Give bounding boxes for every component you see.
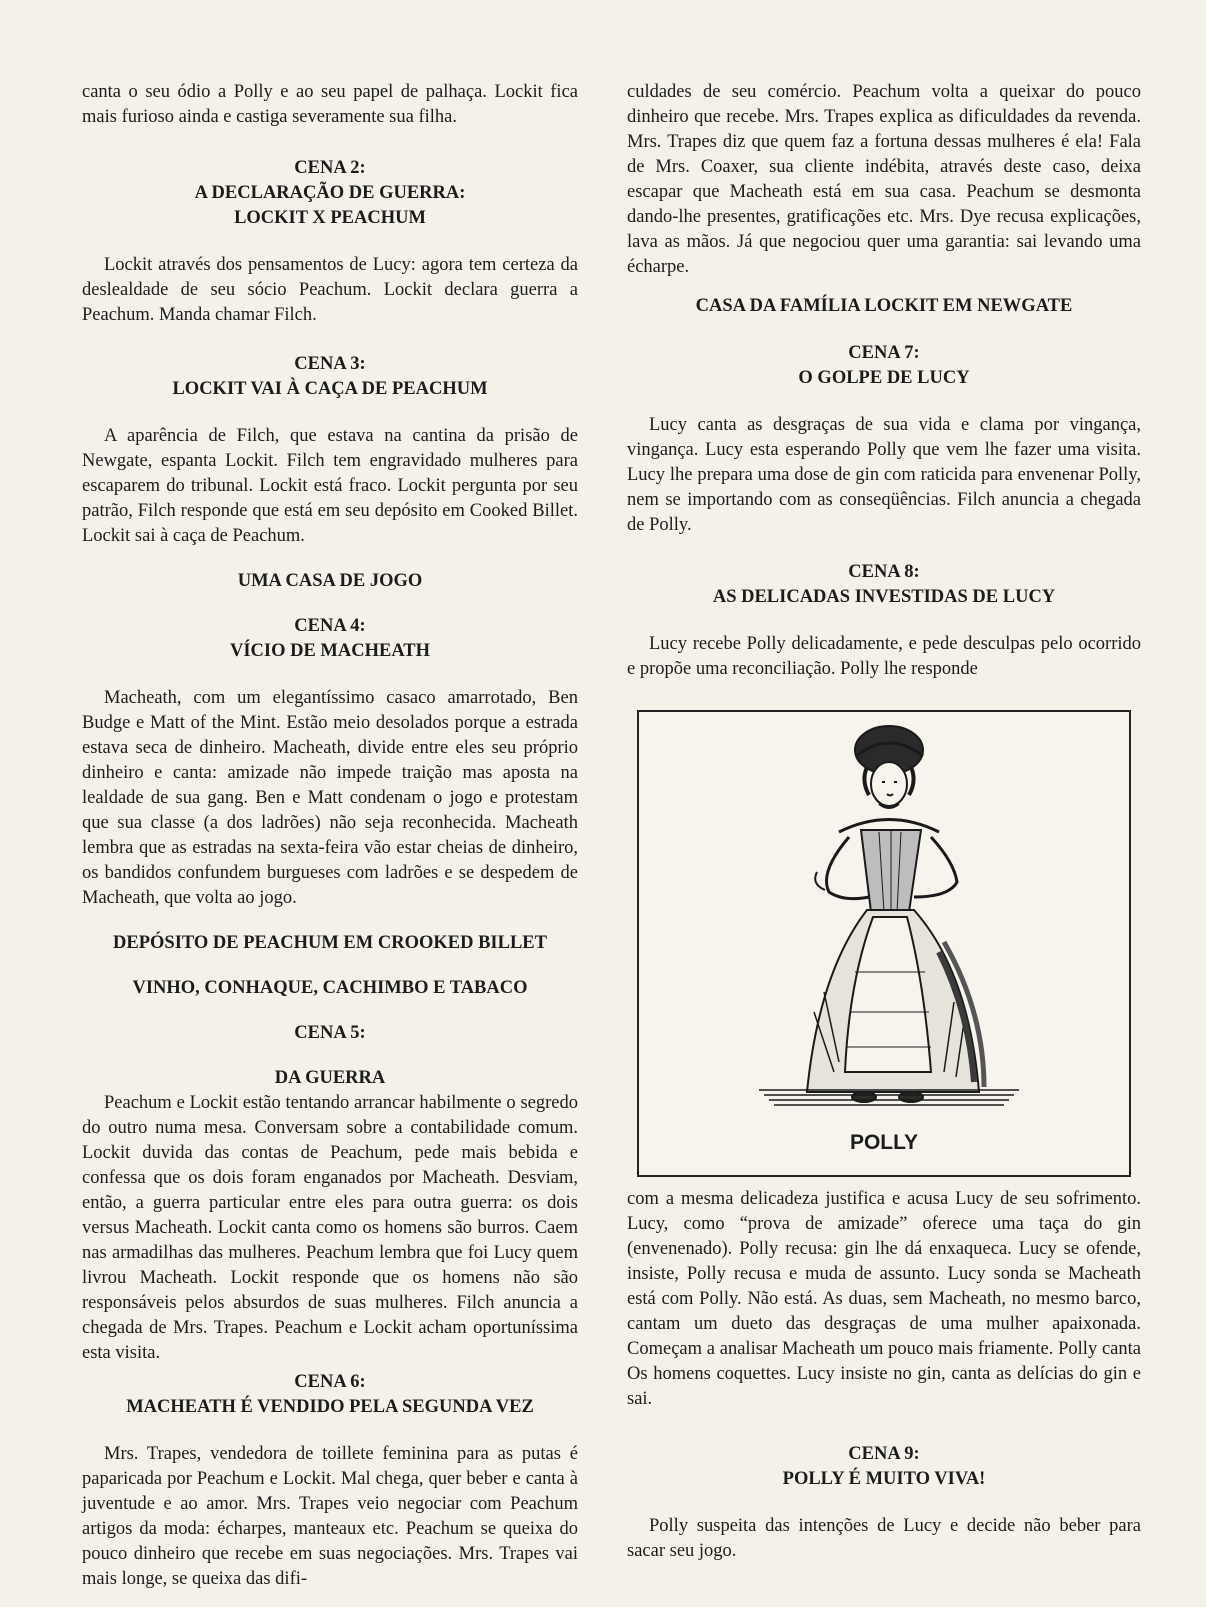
place-heading: CASA DA FAMÍLIA LOCKIT EM NEWGATE xyxy=(695,296,1073,316)
paragraph: Macheath, com um elegantíssimo casaco amarrotado, Ben Budge e Matt of the Mint. Estão meio desolados porque a estrada estava seca de dinheiro. Macheath, divide entre eles seu próprio dinheiro e canta: amizade não impede traição mas aposta na lealdade de sua gang. Ben e Matt condenam o jogo e protestam que sua classe (a dos ladrões) não seja reconhecida. Macheath lembra que as estradas na sexta-feira vão estar cheias de dinheiro, os bandidos confundem burgueses com ladrões e se despedem de Macheath, que volta ao jogo. xyxy=(82,688,578,908)
woman-figure-drawing xyxy=(639,712,1129,1175)
paragraph: canta o seu ódio a Polly e ao seu papel de palhaça. Lockit fica mais furioso ainda e castiga severamente sua filha. xyxy=(82,82,578,127)
place-heading: UMA CASA DE JOGO xyxy=(237,571,423,591)
paragraph: Peachum e Lockit estão tentando arrancar habilmente o segredo do outro numa mesa. Conversam sobre a contabilidade comum. Lockit duvida das contas de Peachum, pede mais bebida e confessa que os dois foram enganados por Macheath. Desviam, então, a guerra particular entre eles para outra guerra: os dois versus Macheath. Lockit canta como os homens são burros. Caem nas armadilhas das mulheres. Peachum lembra que foi Lucy quem livrou Macheath. Lockit responde que os homens não são responsáveis pelos absurdos de suas mulheres. Filch anuncia a chegada de Mrs. Trapes. Peachum e Lockit acham oportuníssima esta visita. xyxy=(82,1093,578,1363)
scene-title: A DECLARAÇÃO DE GUERRA: xyxy=(194,183,466,203)
scene-title: DA GUERRA xyxy=(274,1068,386,1088)
scene-number: CENA 3: xyxy=(294,354,366,374)
scene-title: LOCKIT X PEACHUM xyxy=(234,208,426,228)
scene-title: AS DELICADAS INVESTIDAS DE LUCY xyxy=(712,587,1056,607)
paragraph: Lucy canta as desgraças de sua vida e clama por vingança, vingança. Lucy esta esperando Polly que vem lhe fazer uma visita. Lucy lhe prepara uma dose de gin com raticida para envenenar Polly, nem se importando com as conseqüências. Filch anuncia a chegada de Polly. xyxy=(627,415,1141,535)
paragraph: Lucy recebe Polly delicadamente, e pede desculpas pelo ocorrido e propõe uma reconciliação. Polly lhe responde xyxy=(627,634,1141,679)
scene-title: VÍCIO DE MACHEATH xyxy=(229,641,431,661)
left-column xyxy=(82,80,578,1592)
scene-title: POLLY É MUITO VIVA! xyxy=(782,1469,986,1489)
place-heading: DEPÓSITO DE PEACHUM EM CROOKED BILLET xyxy=(113,933,547,953)
paragraph: Lockit através dos pensamentos de Lucy: agora tem certeza da deslealdade de seu sócio Peachum. Lockit declara guerra a Peachum. Manda chamar Filch. xyxy=(82,255,578,325)
scene-number: CENA 2: xyxy=(294,158,366,178)
paragraph: Mrs. Trapes, vendedora de toillete feminina para as putas é paparicada por Peachum e Lockit. Mal chega, quer beber e canta à juventude e ao amor. Mrs. Trapes veio negociar com Peachum artigos da moda: écharpes, manteaux etc. Peachum se queixa do pouco dinheiro que recebe em suas negociações. Mrs. Trapes vai mais longe, se queixa das difi- xyxy=(82,1444,578,1589)
scene-number: CENA 5: xyxy=(294,1023,366,1043)
paragraph: A aparência de Filch, que estava na cantina da prisão de Newgate, espanta Lockit. Filch tem engravidado mulheres para escaparem do tribunal. Lockit está fraco. Lockit pergunta por seu patrão, Filch responde que está em seu depósito em Cooked Billet. Lockit sai à caça de Peachum. xyxy=(82,426,578,546)
place-heading: VINHO, CONHAQUE, CACHIMBO E TABACO xyxy=(132,978,528,998)
scene-title: LOCKIT VAI À CAÇA DE PEACHUM xyxy=(172,379,488,399)
scene-number: CENA 7: xyxy=(848,343,920,363)
scene-number: CENA 9: xyxy=(848,1444,920,1464)
polly-illustration xyxy=(637,710,1131,1177)
paragraph: Polly suspeita das intenções de Lucy e decide não beber para sacar seu jogo. xyxy=(627,1516,1141,1561)
scene-number: CENA 4: xyxy=(294,616,366,636)
scene-title: O GOLPE DE LUCY xyxy=(798,368,970,388)
figure-caption: POLLY xyxy=(849,1131,919,1154)
right-column xyxy=(627,80,1141,1564)
scene-number: CENA 8: xyxy=(848,562,920,582)
paragraph: com a mesma delicadeza justifica e acusa Lucy de seu sofrimento. Lucy, como “prova de amizade” oferece uma taça do gin (envenenado). Polly recusa: gin lhe dá enxaqueca. Lucy se ofende, insiste, Polly recusa e muda de assunto. Lucy sonda se Macheath está com Polly. Não está. As duas, sem Macheath, no mesmo barco, cantam um dueto das desgraças de uma mulher apaixonada. Começam a analisar Macheath um pouco mais friamente. Polly canta Os homens coquettes. Lucy insiste no gin, canta as delícias do gin e sai. xyxy=(627,1189,1141,1409)
scene-title: MACHEATH É VENDIDO PELA SEGUNDA VEZ xyxy=(126,1397,534,1417)
paragraph: culdades de seu comércio. Peachum volta a queixar do pouco dinheiro que recebe. Mrs. Trapes explica as dificuldades da revenda. Mrs. Trapes diz que quem faz a fortuna dessas mulheres é ela! Fala de Mrs. Coaxer, sua cliente indébita, através deste caso, deixa escapar que Macheath está em sua casa. Peachum se desmonta dando-lhe presentes, gratificações etc. Mrs. Dye recusa explicações, lava as mãos. Já que negociou quer uma garantia: sai levando uma écharpe. xyxy=(627,82,1141,277)
scene-number: CENA 6: xyxy=(294,1372,366,1392)
